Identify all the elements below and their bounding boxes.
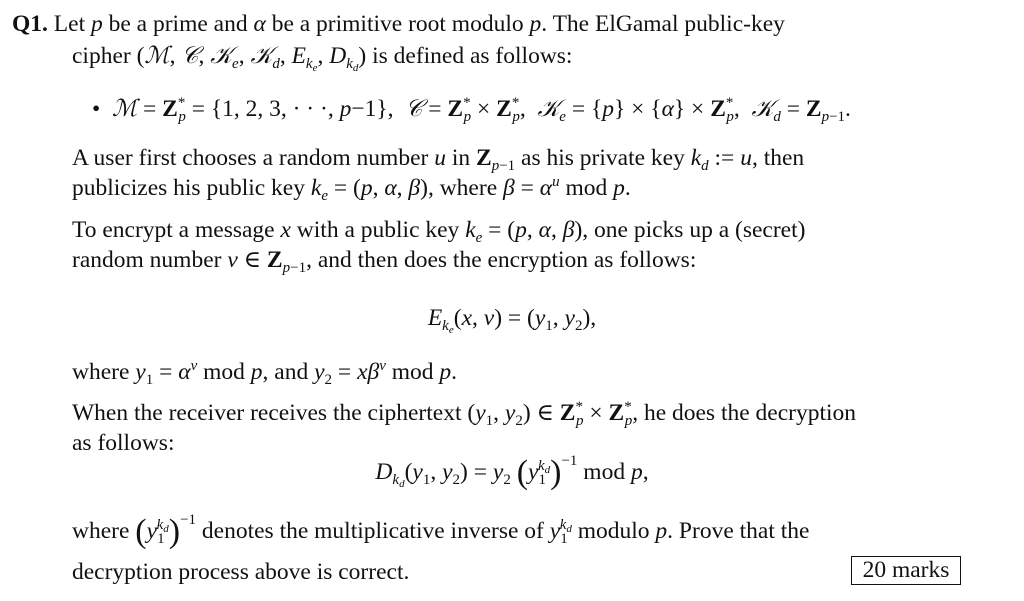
bullet-icon: • bbox=[92, 96, 101, 122]
question-intro-line-2: cipher (ℳ, 𝒞, 𝒦$_e$, 𝒦$_d$, $E_{k_e}$, $D_{k_d}$) is defined as follows: bbox=[72, 41, 573, 74]
where-line: where $y_1 = \alpha^v$ mod p, and $y_2 = x\beta^v$ mod p. bbox=[72, 358, 458, 388]
para1-line-1: A user first chooses a random number u in $Z_{p-1}$ as his private key $k_d$ := u, then bbox=[72, 145, 805, 174]
decryption-formula: $D_{k_d}(y_1$, $y_2) = y_2$ $(y_1^{k_d})^{-1}$ mod p, bbox=[375, 453, 649, 491]
para3-line-1: When the receiver receives the ciphertext ($y_1$, $y_2$) ∈ $Z^*_p \times Z^*_p$, he does the decryption bbox=[72, 399, 857, 429]
question-number: Q1. bbox=[12, 11, 48, 37]
para1-line-2: publicizes his public key $k_e = (p$, α, β), where $\beta = \alpha^u$ mod p. bbox=[72, 174, 631, 204]
para2-line-2: random number v ∈ $Z_{p-1}$, and then does the encryption as follows: bbox=[72, 247, 697, 276]
encryption-formula: $E_{k_e}(x$, $v) = (y_1$, $y_2$), bbox=[427, 305, 597, 336]
final-line-2: decryption process above is correct. bbox=[72, 559, 410, 585]
marks-box: 20 marks bbox=[851, 556, 961, 585]
question-intro-line-1: Q1. Let p be a prime and α be a primitive root modulo p. The ElGamal public-key bbox=[12, 11, 785, 37]
para2-line-1: To encrypt a message x with a public key $k_e = (p$, α, β), one picks up a (secret) bbox=[72, 217, 806, 246]
final-line-1: where $(y_1^{k_d})^{-1}$ denotes the multiplicative inverse of $y_1^{k_d}$ modulo p. Prove that the bbox=[72, 512, 810, 550]
bullet-definition: • ℳ = $Z^*_p = \{1$, 2, 3, · · ·, p−1}, 𝒞 = $Z^*_p \times Z^*_p$, 𝒦$_e$ = $\{p\} \times \{\alpha\} \times Z^*_p$, 𝒦$_d$ = $Z_{p-1}$. bbox=[92, 94, 851, 125]
para3-line-2: as follows: bbox=[72, 430, 175, 456]
